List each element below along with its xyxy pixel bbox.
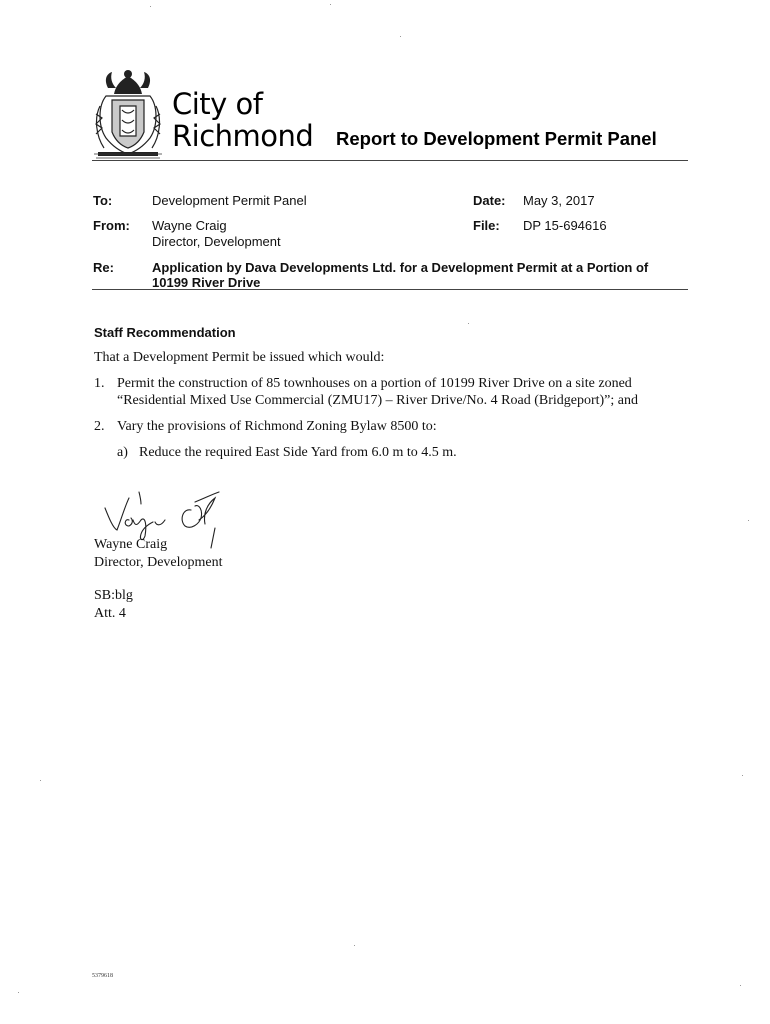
section-heading: Staff Recommendation <box>94 325 236 340</box>
reference-block <box>94 587 133 623</box>
item2-number: 2. <box>94 419 105 434</box>
re-subject <box>152 260 648 290</box>
city-crest-logo <box>92 66 164 160</box>
item2-text: Vary the provisions of Richmond Zoning Bylaw 8500 to: <box>117 419 437 434</box>
re-divider <box>92 289 688 290</box>
from-value-name: Wayne Craig <box>152 218 227 233</box>
re-subject-line2: 10199 River Drive <box>152 275 261 290</box>
scan-speck <box>40 780 41 781</box>
signatory-block <box>94 536 223 572</box>
item1-line1: Permit the construction of 85 townhouses on a portion of 10199 River Drive on a site zoned <box>117 376 632 391</box>
item1-number: 1. <box>94 376 105 391</box>
scan-speck <box>354 945 355 946</box>
file-label: File: <box>473 218 500 233</box>
signatory-name: Wayne Craig <box>94 537 168 552</box>
file-value: DP 15-694616 <box>523 218 607 233</box>
typist-initials: SB:blg <box>94 588 133 603</box>
to-value: Development Permit Panel <box>152 193 307 208</box>
scan-speck <box>742 775 743 776</box>
re-label: Re: <box>93 260 114 275</box>
intro-text: That a Development Permit be issued which would: <box>94 350 385 365</box>
signatory-title: Director, Development <box>94 555 223 570</box>
date-value: May 3, 2017 <box>523 193 595 208</box>
header-divider <box>92 160 688 161</box>
report-title: Report to Development Permit Panel <box>336 128 657 149</box>
to-label: To: <box>93 193 113 208</box>
document-number: 5379618 <box>92 973 113 979</box>
scan-speck <box>468 323 469 324</box>
from-label: From: <box>93 218 130 233</box>
scan-speck <box>400 36 401 37</box>
item2a-text: Reduce the required East Side Yard from 6.0 m to 4.5 m. <box>139 445 457 460</box>
item1-line2: “Residential Mixed Use Commercial (ZMU17) – River Drive/No. 4 Road (Bridgeport)”; and <box>117 393 638 408</box>
scan-speck <box>18 992 19 993</box>
re-subject-line1: Application by Dava Developments Ltd. for a Development Permit at a Portion of <box>152 260 649 275</box>
city-name-line1: City of <box>172 87 263 121</box>
from-value-title: Director, Development <box>152 234 281 249</box>
scan-speck <box>748 520 749 521</box>
scan-speck <box>150 6 151 7</box>
city-name-wordmark <box>172 88 313 152</box>
scan-speck <box>330 4 331 5</box>
city-name-line2: Richmond <box>172 119 314 153</box>
item2a-letter: a) <box>117 445 128 460</box>
date-label: Date: <box>473 193 506 208</box>
attachments-count: Att. 4 <box>94 606 126 621</box>
scan-speck <box>740 985 741 986</box>
